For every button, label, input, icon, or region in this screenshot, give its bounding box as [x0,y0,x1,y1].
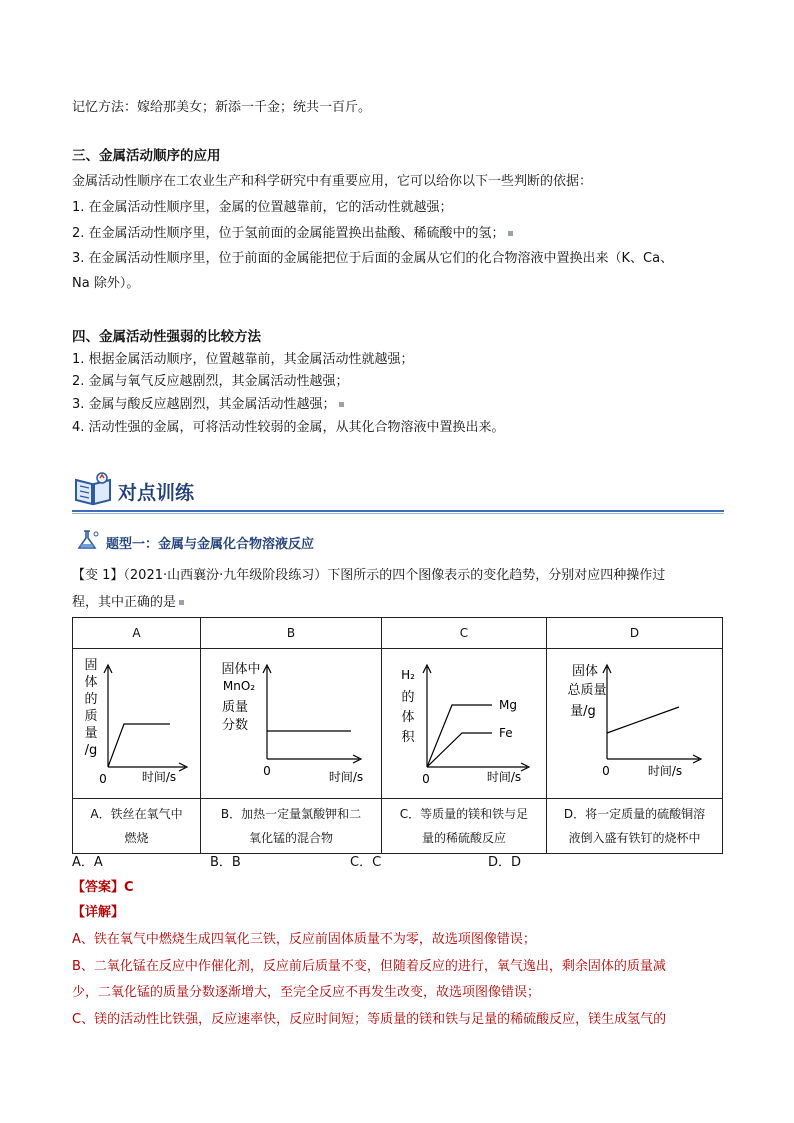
memory-line: 记忆方法：嫁给那美女；新添一千金；统共一百斤。 [72,100,372,115]
section4-item-1: 1. 根据金属活动顺序，位置越靠前，其金属活动性就越强； [72,352,414,367]
graph-d-ylabel-1: 固体 [571,664,599,679]
graph-b-ylabel-4: 分数 [221,718,249,733]
graph-c-ylabel-1: H₂ [401,668,415,682]
graph-c-line-fe [427,733,492,767]
caption-d: D．将一定质量的硫酸铜溶 液倒入盛有铁钉的烧杯中 [547,799,723,854]
detail-line-4: C、镁的活动性比铁强，反应速率快，反应时间短；等质量的镁和铁与足量的稀硫酸反应，镁生成氢气的 [72,1012,667,1027]
graph-a-line [108,724,170,767]
graph-c-label-mg: Mg [499,698,517,712]
section4-item-2: 2. 金属与氧气反应越剧烈，其金属活动性越强； [72,374,349,389]
option-b: B．B [210,855,241,870]
graph-c-cell [382,649,547,799]
detail-label: 【详解】 [72,905,125,920]
question-line-2: 程，其中正确的是 [72,593,184,613]
caption-c: C．等质量的镁和铁与足 量的稀硫酸反应 [382,799,547,854]
small-mark-icon [508,231,513,236]
graph-a [73,649,201,795]
graph-a-ylabel-1: 固 [84,658,98,673]
graph-a-origin: 0 [99,772,107,786]
graph-b-ylabel-3: 质量 [221,700,249,715]
section3-item-1: 1. 在金属活动性顺序里，金属的位置越靠前，它的活动性就越强； [72,200,453,215]
graph-a-ylabel-2: 体 [84,675,98,690]
header-d: D [547,618,723,649]
banner-title: 对点训练 [118,482,195,504]
graph-a-ylabel-3: 的 [84,692,98,707]
graph-b [201,649,382,795]
small-mark-icon [179,600,184,605]
graph-b-cell [201,649,382,799]
graph-c-ylabel-3: 体 [401,710,415,725]
header-b: B [201,618,382,649]
graph-a-cell [73,649,201,799]
banner-divider [72,510,724,512]
graph-b-ylabel-2: MnO₂ [222,679,256,693]
small-mark-icon [339,402,344,407]
graph-d-origin: 0 [602,764,610,778]
graph-c-xlabel: 时间/s [486,770,522,784]
graph-c-origin: 0 [422,772,430,786]
header-a: A [73,618,201,649]
graph-b-origin: 0 [263,764,271,778]
section3-heading: 三、金属活动顺序的应用 [72,148,221,164]
graph-d-ylabel-2: 总质量 [567,683,607,698]
option-c: C．C [350,855,382,870]
graph-a-ylabel-4: 质 [84,709,98,724]
answer: 【答案】C [72,880,134,895]
detail-line-3: 少，二氧化锰的质量分数逐渐增大，至完全反应不再发生改变，故选项图像错误； [72,985,541,1000]
graph-c [382,649,547,795]
question-line-1: 【变 1】（2021·山西襄汾·九年级阶段练习）下图所示的四个图像表示的变化趋势，分别对应四种操作过 [72,568,666,583]
graph-d-cell [547,649,723,799]
graph-a-ylabel-5: 量 [84,726,98,741]
header-c: C [382,618,547,649]
banner-divider-thin [72,513,724,514]
section4-item-4: 4. 活动性强的金属，可将活动性较弱的金属，从其化合物溶液中置换出来。 [72,420,505,435]
section4-heading: 四、金属活动性强弱的比较方法 [72,329,261,345]
graph-d-xlabel: 时间/s [647,764,683,778]
graph-a-ylabel-6: /g [84,743,98,758]
caption-b: B．加热一定量氯酸钾和二 氧化锰的混合物 [201,799,382,854]
caption-a: A．铁丝在氧气中 燃烧 [73,799,201,854]
detail-line-2: B、二氧化锰在反应中作催化剂，反应前后质量不变，但随着反应的进行，氧气逸出，剩余固体的质量减 [72,959,666,974]
graph-table [72,617,723,854]
detail-line-1: A、铁在氧气中燃烧生成四氧化三铁，反应前固体质量不为零，故选项图像错误； [72,932,536,947]
graph-d-ylabel-3: 量/g [570,704,596,719]
section3-item-2: 2. 在金属活动性顺序里，位于氢前面的金属能置换出盐酸、稀硫酸中的氢； [72,224,513,244]
graph-c-label-fe: Fe [499,726,513,740]
option-a: A．A [72,855,103,870]
section3-item-3: 3. 在金属活动性顺序里，位于前面的金属能把位于后面的金属从它们的化合物溶液中置换出来（K、Ca、 [72,251,674,266]
section3-intro: 金属活动性顺序在工农业生产和科学研究中有重要应用，它可以给你以下一些判断的依据： [72,174,593,189]
graph-c-ylabel-4: 积 [401,730,415,745]
option-d: D．D [488,855,522,870]
question-type-title: 题型一：金属与金属化合物溶液反应 [106,537,315,552]
section4-item-3: 3. 金属与酸反应越剧烈，其金属活动性越强； [72,395,344,415]
section3-item-3-cont: Na 除外）。 [72,276,140,291]
graph-d [547,649,723,795]
graph-b-ylabel-1: 固体中 [221,662,261,677]
graph-a-xlabel: 时间/s [141,770,177,784]
book-icon [72,470,116,508]
flask-icon [74,528,102,552]
graph-d-line [607,707,679,733]
graph-c-ylabel-2: 的 [401,690,415,705]
graph-b-xlabel: 时间/s [328,770,364,784]
